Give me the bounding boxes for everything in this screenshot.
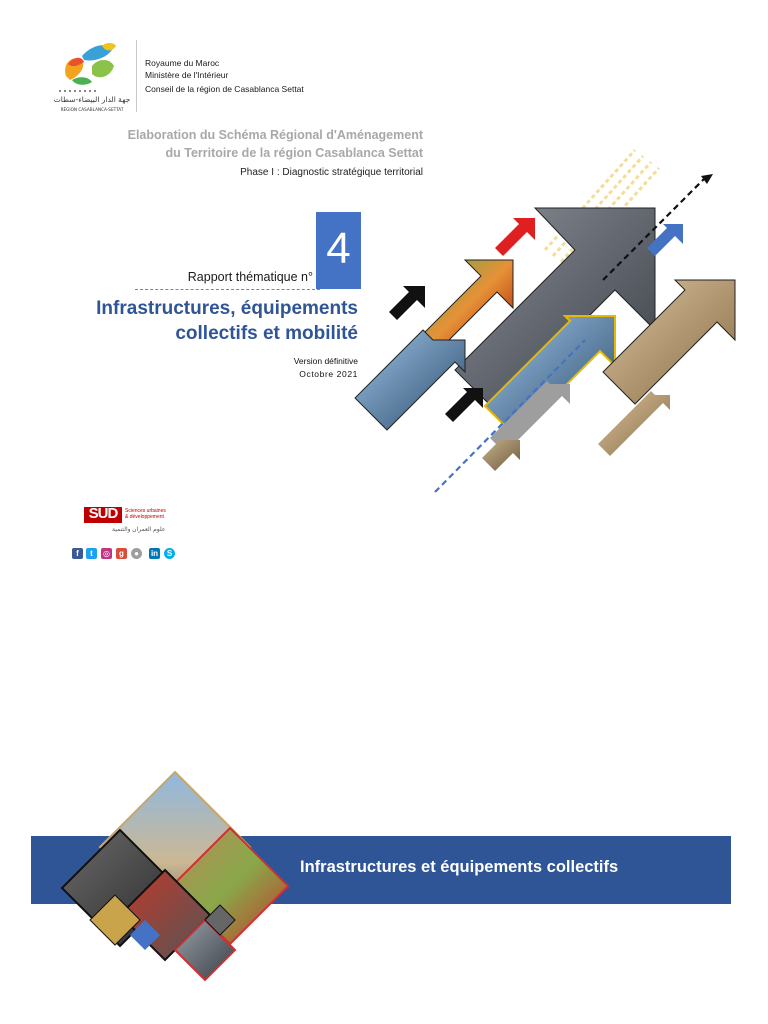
logo-divider — [136, 40, 137, 112]
logo-arabic-text: جهة الدار البيضاء-سطات — [53, 95, 131, 104]
section-title: Infrastructures et équipements collectifs — [300, 858, 619, 876]
report-date: Octobre 2021 — [299, 369, 358, 379]
study-title-line-1: Elaboration du Schéma Régional d'Aménagement — [127, 128, 423, 142]
google-plus-icon[interactable] — [116, 548, 127, 559]
linkedin-icon[interactable] — [149, 548, 160, 559]
publisher-logo-text: SUD — [88, 505, 118, 522]
skype-icon[interactable] — [164, 548, 175, 559]
publisher-arabic-text: علوم العمران والتنمية — [112, 527, 166, 533]
institution-line-1: Royaume du Maroc — [145, 58, 220, 68]
google-plus-icon-glyph: g — [119, 549, 124, 558]
instagram-icon[interactable] — [101, 548, 112, 559]
cover-arrow-collage — [345, 140, 745, 510]
web-icon[interactable] — [131, 548, 142, 559]
twitter-icon[interactable] — [86, 548, 97, 559]
report-label: Rapport thématique n° — [187, 270, 313, 284]
facebook-icon-glyph: f — [76, 549, 79, 558]
instagram-icon-glyph: ◎ — [103, 549, 110, 558]
institution-line-2: Ministère de l'Intérieur — [145, 70, 229, 80]
report-title-line-2: collectifs et mobilité — [175, 323, 358, 344]
section-diamond-collage — [60, 770, 290, 985]
report-number: 4 — [326, 224, 351, 273]
linkedin-icon-glyph: in — [150, 549, 159, 558]
twitter-icon-glyph: t — [90, 549, 93, 558]
phase-label: Phase I : Diagnostic stratégique territorial — [240, 167, 423, 178]
region-logo — [52, 36, 132, 116]
report-label-underline — [135, 289, 320, 290]
publisher-tagline-line-1: Sciences urbaines — [125, 508, 166, 514]
web-icon-glyph: ● — [134, 549, 139, 558]
facebook-icon[interactable] — [72, 548, 83, 559]
publisher-tagline-line-2: & développement — [125, 514, 164, 520]
report-version: Version définitive — [293, 356, 358, 366]
publisher-tagline — [125, 508, 166, 520]
skype-icon-glyph: S — [166, 549, 173, 558]
report-title-line-1: Infrastructures, équipements — [96, 298, 358, 319]
study-title-line-2: du Territoire de la région Casablanca Settat — [165, 146, 423, 160]
institution-line-3: Conseil de la région de Casablanca Settat — [145, 84, 304, 94]
logo-latin-text: RÉGION CASABLANCA-SETTAT — [60, 107, 124, 112]
